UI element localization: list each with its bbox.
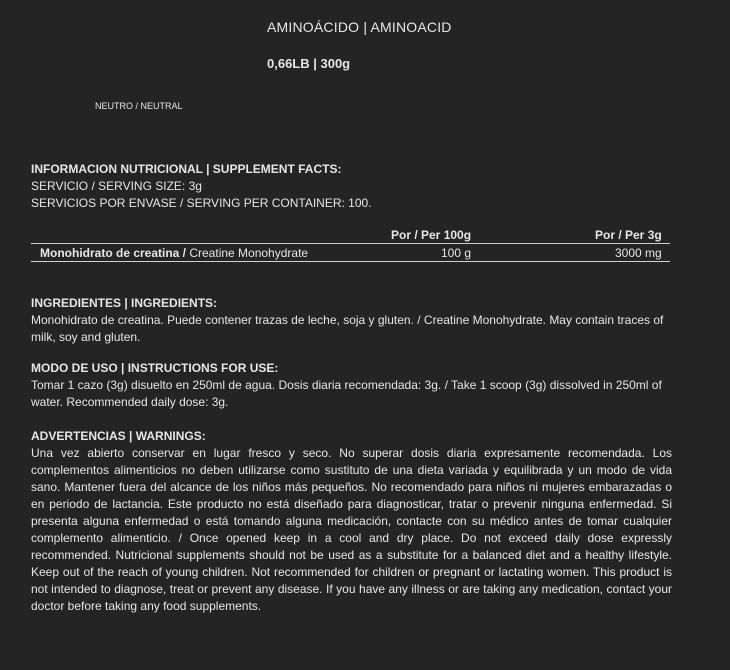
column-header-100g: Por / Per 100g xyxy=(391,228,472,242)
warnings-section xyxy=(31,428,672,615)
table-header xyxy=(31,228,670,243)
value-per-100g: 100 g xyxy=(441,246,472,260)
ingredients-section xyxy=(31,295,672,346)
supplement-facts xyxy=(31,161,672,212)
ingredient-name-es: Monohidrato de creatina / xyxy=(40,246,187,260)
servings-per-container: SERVICIOS POR ENVASE / SERVING PER CONTAINER: 100. xyxy=(31,196,372,210)
product-category: AMINOÁCIDO | AMINOACID xyxy=(267,19,452,35)
warnings-title: ADVERTENCIAS | WARNINGS: xyxy=(31,429,206,443)
column-header-3g: Por / Per 3g xyxy=(595,228,662,242)
facts-title: INFORMACION NUTRICIONAL | SUPPLEMENT FACTS: xyxy=(31,162,342,176)
ingredients-title: INGREDIENTES | INGREDIENTS: xyxy=(31,296,218,310)
ingredients-text: Monohidrato de creatina. Puede contener trazas de leche, soja y gluten. / Creatine Monohydrate. May contain traces of milk, soy and gluten. xyxy=(31,313,664,344)
nutrition-table xyxy=(31,228,670,262)
usage-section xyxy=(31,360,672,411)
warnings-text: Una vez abierto conservar en lugar fresco y seco. No superar dosis diaria expresamente recomendada. Los complementos alimenticios no deben utilizarse como sustituto de una dieta variada y equilibrada y un modo de vida sano. Mantener fuera del alcance de los niños más pequeños. No recomendado para niños ni mujeres embarazadas o en periodo de lactancia. Este producto no está diseñado para diagnosticar, tratar o prevenir ninguna enfermedad. Si presenta alguna enfermedad o está tomando alguna medicación, contacte con su médico antes de tomar cualquier complemento alimenticio. / Once opened keep in a cool and dry place. Do not exceed daily dose expressly recommended. Nutricional supplements should not be used as a substitute for a balanced diet and a healthy lifestyle. Keep out of the reach of young children. Not recommended for children or pregnant or lactating women. This product is not intended to diagnose, treat or prevent any disease. If you have any illness or are taking any medication, contact your doctor before taking any food supplements. xyxy=(31,446,672,613)
table-row xyxy=(31,243,670,262)
usage-title: MODO DE USO | INSTRUCTIONS FOR USE: xyxy=(31,361,279,375)
ingredient-name-en: Creatine Monohydrate xyxy=(186,246,309,260)
value-per-3g: 3000 mg xyxy=(615,246,662,260)
usage-text: Tomar 1 cazo (3g) disuelto en 250ml de agua. Dosis diaria recomendada: 3g. / Take 1 scoop (3g) dissolved in 250ml of water. Recommended daily dose: 3g. xyxy=(31,378,662,409)
ingredient-name xyxy=(40,246,308,260)
serving-size: SERVICIO / SERVING SIZE: 3g xyxy=(31,179,202,193)
product-flavor: NEUTRO / NEUTRAL xyxy=(95,101,183,111)
product-weight: 0,66LB | 300g xyxy=(267,56,351,71)
